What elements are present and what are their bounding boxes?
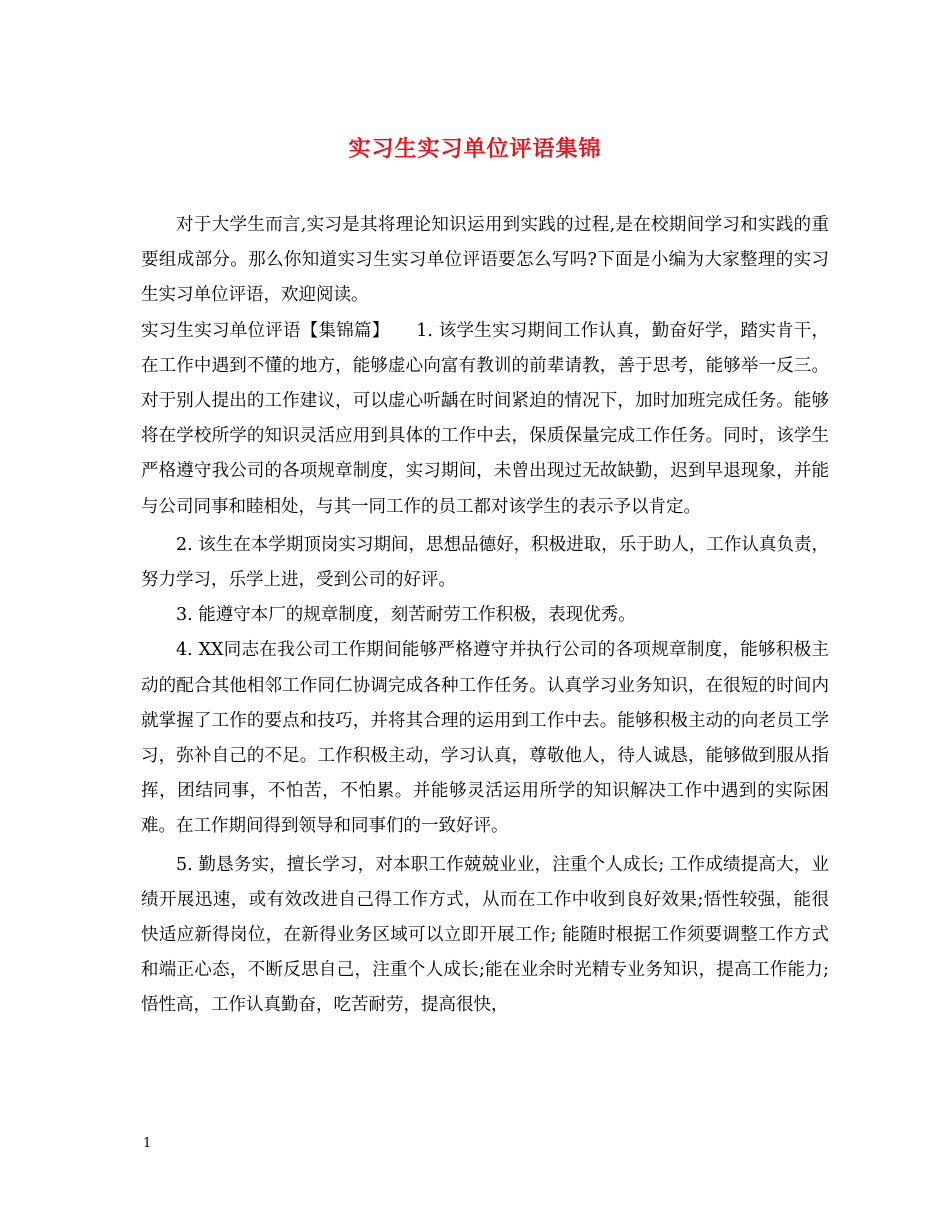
paragraph-item-5: 5. 勤恳务实，擅长学习，对本职工作兢兢业业，注重个人成长; 工作成绩提高大，业绩开展迅速，或有效改进自己得工作方式，从而在工作中收到良好效果;悟性较强，能很快适应新得岗位，在新得业务区域可以立即开展工作; 能随时根据工作须要调整工作方式和端正心态，不断反思自己，注重个人成长;能在业余时光精专业务知识，提高工作能力;悟性高，工作认真勤奋，吃苦耐劳，提高很快， — [141, 854, 829, 1016]
paragraph-item-4: 4. XX同志在我公司工作期间能够严格遵守并执行公司的各项规章制度，能够积极主动的配合其他相邻工作同仁协调完成各种工作任务。认真学习业务知识，在很短的时间内就掌握了工作的要点和技巧，并将其合理的运用到工作中去。能够积极主动的向老员工学习，弥补自己的不足。工作积极主动，学习认真，尊敬他人，待人诚恳，能够做到服从指挥，团结同事，不怕苦，不怕累。并能够灵活运用所学的知识解决工作中遇到的实际困难。在工作期间得到领导和同事们的一致好评。 — [141, 640, 829, 837]
document-title: 实习生实习单位评语集锦 — [348, 136, 602, 162]
paragraph-item-3: 3. 能遵守本厂的规章制度，刻苦耐劳工作积极，表现优秀。 — [176, 605, 636, 626]
intro-paragraph: 对于大学生而言,实习是其将理论知识运用到实践的过程,是在校期间学习和实践的重要组成部分。那么你知道实习生实习单位评语要怎么写吗?下面是小编为大家整理的实习生实习单位评语，欢迎阅读。 — [141, 215, 829, 306]
page-number: 1 — [143, 1136, 152, 1151]
paragraph-item-2: 2. 该生在本学期顶岗实习期间，思想品德好，积极进取，乐于助人，工作认真负责，努力学习，乐学上进，受到公司的好评。 — [141, 534, 829, 591]
document-body — [141, 208, 829, 1024]
paragraph-item-1: 实习生实习单位评语【集锦篇】 1. 该学生实习期间工作认真，勤奋好学，踏实肯干，在工作中遇到不懂的地方，能够虚心向富有教训的前辈请教，善于思考，能够举一反三。对于别人提出的工作建议，可以虚心听龋在时间紧迫的情况下，加时加班完成任务。能够将在学校所学的知识灵活应用到具体的工作中去，保质保量完成工作任务。同时，该学生严格遵守我公司的各项规章制度，实习期间，未曾出现过无故缺勤，迟到早退现象，并能与公司同事和睦相处，与其一同工作的员工都对该学生的表示予以肯定。 — [141, 320, 829, 517]
